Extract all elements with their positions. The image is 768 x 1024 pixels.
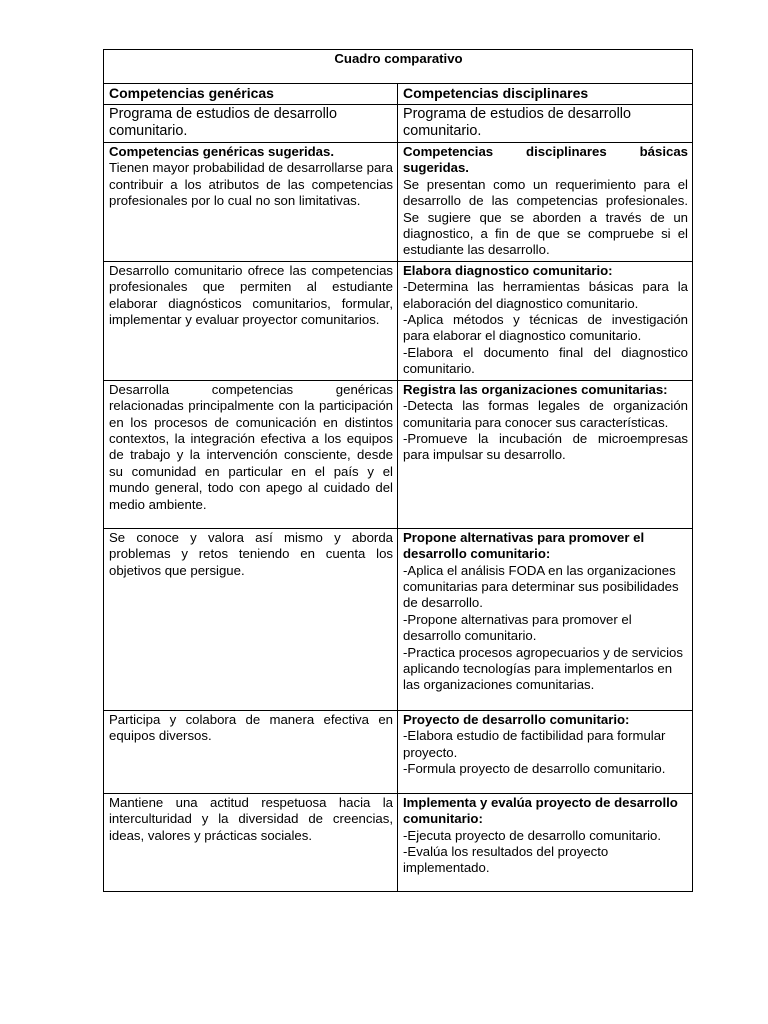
generic-text: Desarrolla competencias genéricas relacionadas principalmente con la participación en los procesos de comunicación en distintos contextos, la integración efectiva a los equipos de trabajo y la intervención consciente, desde su comunidad en particular en el país y el mundo general, todo con apego al cuidado del medio ambiente. (109, 381, 393, 512)
disciplinary-line: -Determina las herramientas básicas para la elaboración del diagnostico comunitario. (403, 279, 688, 311)
disciplinary-line: -Promueve la incubación de microempresas para impulsar su desarrollo. (403, 430, 688, 463)
table-row (104, 143, 693, 262)
disciplinary-line: -Evalúa los resultados del proyecto implementado. (403, 843, 609, 876)
table-title: Cuadro comparativo (104, 50, 693, 84)
header-row (104, 84, 693, 105)
disciplinary-cell (398, 793, 693, 891)
disciplinary-heading: Proyecto de desarrollo comunitario: (403, 711, 630, 727)
table-row (104, 710, 693, 793)
disciplinary-line: -Aplica el análisis FODA en las organizaciones comunitarias para determinar sus posibilidades de desarrollo. (403, 562, 679, 611)
disciplinary-line: -Aplica métodos y técnicas de investigación para elaborar el diagnostico comunitario. (403, 312, 688, 344)
disciplinary-line: -Elabora el documento final del diagnostico comunitario. (403, 344, 688, 377)
generic-heading: Competencias genéricas sugeridas. (109, 144, 335, 159)
title-row (104, 50, 693, 84)
program-generic: Programa de estudios de desarrollo comunitario. (104, 105, 398, 143)
generic-text: Se conoce y valora así mismo y aborda problemas y retos teniendo en cuenta los objetivos que persigue. (109, 529, 393, 578)
generic-text: Participa y colabora de manera efectiva en equipos diversos. (109, 711, 393, 744)
disciplinary-line: -Detecta las formas legales de organización comunitaria para conocer sus características. (403, 398, 688, 430)
generic-text: Desarrollo comunitario ofrece las competencias profesionales que permiten al estudiante elaborar diagnósticos comunitarios, formular, implementar y evaluar proyector comunitarios. (109, 262, 393, 328)
disciplinary-heading: Competencias disciplinares básicas sugeridas. (403, 144, 688, 176)
disciplinary-heading: Registra las organizaciones comunitarias: (403, 381, 668, 397)
program-row (104, 105, 693, 143)
disciplinary-heading: Elabora diagnostico comunitario: (403, 262, 613, 278)
header-disciplinary: Competencias disciplinares (398, 84, 693, 105)
disciplinary-heading: Propone alternativas para promover el desarrollo comunitario: (403, 529, 645, 562)
generic-cell (104, 528, 398, 710)
disciplinary-cell (398, 710, 693, 793)
comparison-table (103, 49, 693, 892)
header-generic: Competencias genéricas (104, 84, 398, 105)
disciplinary-cell (398, 143, 693, 262)
table-row (104, 380, 693, 528)
disciplinary-heading: Implementa y evalúa proyecto de desarrollo comunitario: (403, 794, 678, 827)
table-row (104, 261, 693, 380)
generic-cell (104, 143, 398, 262)
disciplinary-line: -Formula proyecto de desarrollo comunitario. (403, 760, 666, 776)
disciplinary-cell (398, 261, 693, 380)
disciplinary-cell (398, 528, 693, 710)
generic-cell (104, 793, 398, 891)
generic-text: Tienen mayor probabilidad de desarrollarse para contribuir a los atributos de las competencias profesionales por lo cual no son limitativas. (109, 160, 393, 209)
disciplinary-line: -Propone alternativas para promover el desarrollo comunitario. (403, 611, 632, 644)
table-row (104, 528, 693, 710)
disciplinary-line: -Elabora estudio de factibilidad para formular proyecto. (403, 728, 666, 760)
generic-text: Mantiene una actitud respetuosa hacia la interculturidad y la diversidad de creencias, ideas, valores y prácticas sociales. (109, 794, 393, 843)
generic-cell (104, 710, 398, 793)
table-row (104, 793, 693, 891)
disciplinary-line: -Practica procesos agropecuarios y de servicios aplicando tecnologías para implementarlos en las organizaciones comunitarias. (403, 644, 683, 693)
disciplinary-line: -Ejecuta proyecto de desarrollo comunitario. (403, 827, 662, 843)
disciplinary-cell (398, 380, 693, 528)
disciplinary-line: Se presentan como un requerimiento para el desarrollo de las competencias profesionales. Se sugiere que se aborden a través de un diagnostico, a fin de que se compruebe si el estudiante las desarrollo. (403, 176, 688, 258)
generic-cell (104, 380, 398, 528)
program-disciplinary: Programa de estudios de desarrollo comunitario. (398, 105, 693, 143)
generic-cell (104, 261, 398, 380)
